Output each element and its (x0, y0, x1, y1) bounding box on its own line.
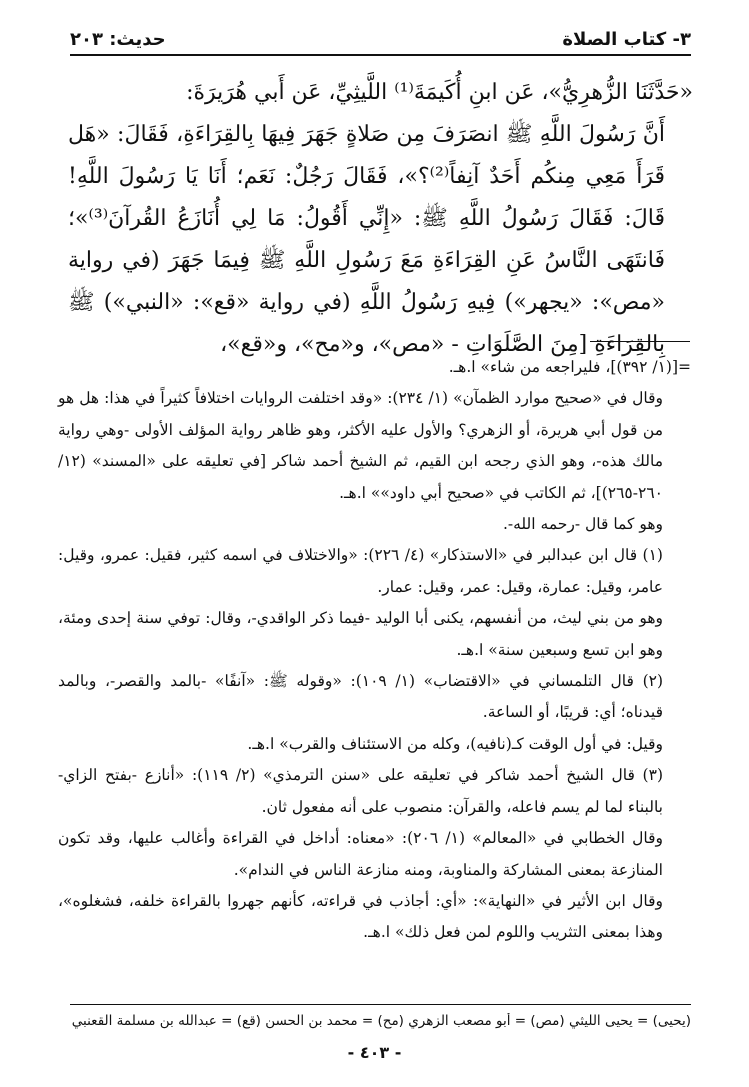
footnote-paragraph: وهو كما قال -رحمه الله-. (502, 515, 663, 534)
footnote-paragraph: وقيل: في أول الوقت كـ(نافيه)، وكله من الاستئناف والقرب» ا.هـ. (247, 734, 663, 753)
footnote-2: (٢) قال التلمساني في «الاقتضاب» (١/ ١٠٩): «وقوله ﷺ: «آنفًا» -بالمد والقصر-، وبالمد قيدناه؛ أي: قريبًا، أو الساعة. (58, 672, 664, 722)
abbreviation-separator (70, 1004, 691, 1005)
abbreviation-key: (يحيى) = يحيى الليثي (مص) = أبو مصعب الزهري (مح) = محمد بن الحسن (قع) = عبدالله بن مسلمة القعنبي (71, 1013, 691, 1029)
footnote-1: (١) قال ابن عبدالبر في «الاستذكار» (٤/ ٢٢٦): «والاختلاف في اسمه كثير، فقيل: عمرو، وقيل: عامر، وقيل: عمارة، وقيل: عمر، وقيل: عمار. (58, 546, 663, 596)
page-number: - ٤٠٣ - (347, 1043, 402, 1062)
footnote-3: (٣) قال الشيخ أحمد شاكر في تعليقه على «سنن الترمذي» (٢/ ١١٩): «أنازع -بفتح الزاي- بالبناء لما لم يسم فاعله، والقرآن: منصوب على أنه مفعول ثان. (58, 766, 663, 816)
isnad-line: «حَدَّثَنَا الزُّهرِيُّ»، عَن ابنِ أُكَيمَةَ⁽¹⁾ اللَّيثِيِّ، عَن أَبي هُرَيرَةَ: (186, 80, 693, 105)
running-header (70, 22, 691, 56)
footnote-continuation: =[(١/ ٣٩٢)]، فليراجعه من شاء» ا.هـ. (448, 358, 691, 376)
chapter-title: ٣- كتاب الصلاة (562, 29, 691, 50)
footnote-paragraph: وقال ابن الأثير في «النهاية»: «أي: أجاذب في قراءته، كأنهم جهروا بالقراءة خلفه، فشغلوه»، وهذا بمعنى التثريب واللوم لمن فعل ذلك» ا.هـ. (58, 891, 663, 942)
footnotes (58, 352, 691, 949)
footnote-paragraph: وقال الخطابي في «المعالم» (١/ ٢٠٦): «معناه: أداخل في القراءة وأغالب عليها، وقد تكون المنازعة بمعنى المشاركة والمناوبة، ومنه منازعة الناس في الندام». (58, 829, 663, 879)
hadith-number: حديث: ٢٠٣ (70, 29, 166, 50)
footnote-separator (590, 341, 690, 342)
matn-paragraph: أَنَّ رَسُولَ اللَّهِ ﷺ انصَرَفَ مِن صَلاةٍ جَهَرَ فِيهَا بِالقِرَاءَةِ، فَقَالَ: «هَل قَرَأَ مَعِي مِنكُم أَحَدٌ آنِفاً⁽²⁾؟»، فَقَالَ رَجُلٌ: نَعَم؛ أَنَا يَا رَسُولَ اللَّهِ! قَالَ: فَقَالَ رَسُولُ اللَّهِ ﷺ: «إِنِّي أَقُولُ: مَا لِي أُنَازَعُ القُرآنَ⁽³⁾»؛ فَانتَهَى النَّاسُ عَنِ القِرَاءَةِ مَعَ رَسُولِ اللَّهِ ﷺ فِيمَا جَهَرَ (في رواية «مص»: «يجهر») فِيهِ رَسُولُ اللَّهِ (في رواية «قع»: «النبي») ﷺ بِالقِرَاءَةِ [مِنَ الصَّلَوَاتِ - «مص»، و«مح»، و«قع»، (68, 122, 666, 357)
footnote-paragraph: وهو من بني ليث، من أنفسهم، يكنى أبا الوليد -فيما ذكر الواقدي-، وقال: توفي سنة إحدى ومئة، وهو ابن تسع وسبعين سنة» ا.هـ. (58, 609, 663, 659)
footnote-paragraph: وقال في «صحيح موارد الظمآن» (١/ ٢٣٤): «وقد اختلفت الروايات اختلافاً كثيراً في هذا: هل هو من قول أبي هريرة، أو الزهري؟ والأول عليه الأكثر، وهو ظاهر رواية المؤلف الأولى -وهي رواية مالك هذه-، وهو الذي رجحه ابن القيم، ثم الشيخ أحمد شاكر [في تعليقه على «المسند» (١٢/ ٢٦٠-٢٦٥)]، ثم الكاتب في «صحيح أبي داود»» ا.هـ. (58, 389, 664, 502)
hadith-text (68, 72, 693, 366)
